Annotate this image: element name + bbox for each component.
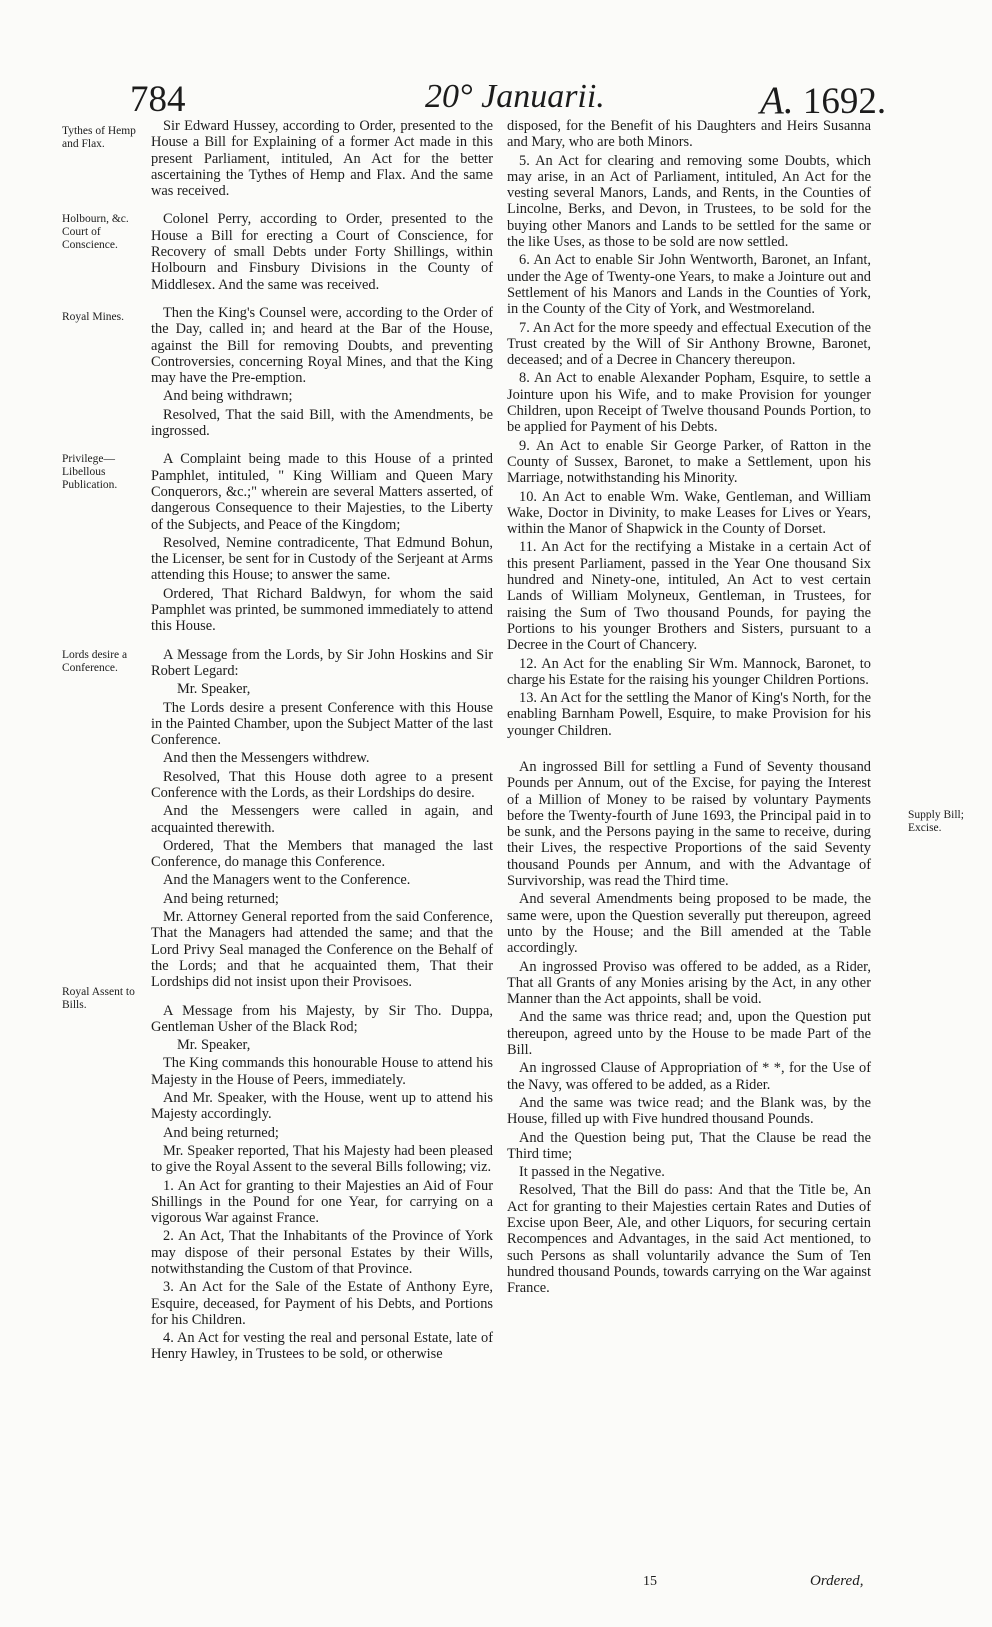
paragraph: And being returned;	[163, 890, 279, 907]
paragraph: The King commands this honourable House to attend his Majesty in the House of Peers, immediately.	[151, 1055, 493, 1088]
right-column	[507, 118, 871, 1298]
paragraph: A Complaint being made to this House of a printed Pamphlet, intituled, " King William and Queen Mary Conquerors, &c.;" wherein are several Matters asserted, of dangerous Consequence to their Majesties, to the Liberty of the Subjects, and Peace of the Kingdom;	[151, 451, 493, 533]
paragraph: And being returned;	[163, 1124, 279, 1141]
paragraph: Resolved, Nemine contradicente, That Edmund Bohun, the Licenser, be sent for in Custody of the Serjeant at Arms attending this House; to answer the same.	[151, 534, 493, 584]
paragraph: And the same was twice read; and the Blank was, by the House, filled up with Five hundred thousand Pounds.	[507, 1094, 871, 1128]
signature-mark: 15	[643, 1574, 657, 1589]
margin-note-tythes: Tythes of Hemp and Flax.	[62, 125, 136, 150]
paragraph: The Lords desire a present Conference with this House in the Painted Chamber, upon the Subject Matter of the last Conference.	[151, 699, 493, 749]
paragraph: Resolved, That the Bill do pass: And that the Title be, An Act for granting to their Majesties certain Rates and Duties of Excise upon Beer, Ale, and other Liquors, for securing certain Recompences and Advantages, in the said Act mentioned, to such Persons as shall voluntarily advance the Sum of Ten hundred thousand Pounds, towards carrying on the War against France.	[507, 1182, 871, 1297]
paragraph: Then the King's Counsel were, according to the Order of the Day, called in; and heard at the Bar of the House, against the Bill for removing Doubts, and preventing Controversies, concerning Royal Mines, and that the King may have the Pre-emption.	[151, 304, 493, 387]
margin-note-supply: Supply Bill; Excise.	[908, 809, 964, 834]
paragraph: 6. An Act to enable Sir John Wentworth, Baronet, an Infant, under the Age of Twenty-one Years, to make a Jointure out and Settlement of his Manors and Lands in the Counties of York, in the County of the City of York, and Westmoreland.	[507, 252, 871, 318]
margin-note-assent: Royal Assent to Bills.	[62, 986, 135, 1011]
page-date: 20° Januarii.	[425, 78, 605, 115]
paragraph: 1. An Act for granting to their Majesties an Aid of Four Shillings in the Pound for one Year, for carrying on a vigorous War against France.	[151, 1177, 493, 1227]
page-number: 784	[130, 79, 186, 120]
paragraph: disposed, for the Benefit of his Daughters and Heirs Susanna and Mary, who are both Minors.	[507, 118, 871, 151]
paragraph: 2. An Act, That the Inhabitants of the Province of York may dispose of their personal Estates by their Wills, notwithstanding the Custom of that Province.	[151, 1228, 493, 1277]
paragraph: An ingrossed Proviso was offered to be added, as a Rider, That all Grants of any Monies arising by the Act, in any other Manner than the Act appoints, shall be void.	[507, 958, 871, 1008]
paragraph: Ordered, That the Members that managed the last Conference, do manage this Conference.	[151, 837, 493, 871]
paragraph: 5. An Act for clearing and removing some Doubts, which may arise, in an Act of Parliament, intituled, An Act for the vesting several Manors, Lands, and Rents, in the Counties of Lincolne, Berks, and Devon, in Trustees, to be sold for the buying other Manors and Lands to be settled for the same or the like Uses, as those to be sold are now settled.	[507, 152, 871, 251]
catchword: Ordered,	[810, 1573, 864, 1589]
paragraph: And being withdrawn;	[163, 388, 293, 405]
paragraph: And the Question being put, That the Clause be read the Third time;	[507, 1129, 871, 1162]
margin-note-mines: Royal Mines.	[62, 311, 124, 323]
paragraph: 9. An Act to enable Sir George Parker, of Ratton in the County of Sussex, Baronet, to make a Settlement, upon his Marriage, notwithstanding his Minority.	[507, 437, 871, 487]
paragraph: And Mr. Speaker, with the House, went up to attend his Majesty accordingly.	[151, 1090, 493, 1123]
paragraph: Mr. Speaker reported, That his Majesty had been pleased to give the Royal Assent to the several Bills following; viz.	[151, 1142, 493, 1176]
paragraph: And the Managers went to the Conference.	[163, 872, 411, 889]
paragraph: Resolved, That the said Bill, with the Amendments, be ingrossed.	[151, 406, 493, 440]
paragraph: An ingrossed Bill for settling a Fund of Seventy thousand Pounds per Annum, out of the Excise, for paying the Interest of a Million of Money to be raised by voluntary Payments before the Twenty-fourth of June 1693, the Principal paid in to be sunk, and the Persons paying in the same to receive, during their Lives, the respective Proportions of the said Seventy thousand Pounds per Annum, and with the Advantage of Survivorship, was read the Third time.	[507, 758, 871, 890]
paragraph: Mr. Speaker,	[177, 1037, 251, 1054]
paragraph: It passed in the Negative.	[519, 1164, 665, 1181]
paragraph: And the Messengers were called in again, and acquainted therewith.	[151, 803, 493, 836]
year-prefix: A.	[760, 79, 794, 122]
paragraph: 12. An Act for the enabling Sir Wm. Mannock, Baronet, to charge his Estate for the raising his younger Children Portions.	[507, 655, 871, 688]
paragraph: 10. An Act to enable Wm. Wake, Gentleman, and William Wake, Doctor in Divinity, to make Leases for Lives or Years, within the Manor of Shapwick in the County of Dorset.	[507, 488, 871, 538]
paragraph: Mr. Speaker,	[177, 681, 251, 698]
paragraph: Ordered, That Richard Baldwyn, for whom the said Pamphlet was printed, be summoned immediately to attend this House.	[151, 585, 493, 635]
paragraph: 7. An Act for the more speedy and effectual Execution of the Trust created by the Will of Sir Anthony Browne, Baronet, deceased; and of a Decree in Chancery thereupon.	[507, 319, 871, 369]
paragraph: Mr. Attorney General reported from the said Conference, That the Managers had attended the same; and that the Lord Privy Seal managed the Conference on the Behalf of the Lords; and that he acquainted them, That their Lordships did not insist upon their Provisoes.	[151, 909, 493, 991]
paragraph: 13. An Act for the settling the Manor of King's North, for the enabling Barnham Powell, Esquire, to make Provision for his younger Children.	[507, 690, 871, 739]
paragraph: 11. An Act for the rectifying a Mistake in a certain Act of this present Parliament, passed in the Year One thousand Six hundred and Ninety-one, intituled, An Act to vest certain Lands of William Molyneux, Gentleman, in Trustees, for raising the Sum of Two thousand Pounds, for paying the Portions to his younger Brothers and Sisters, pursuant to a Decree in the Court of Chancery.	[507, 539, 871, 654]
margin-note-lords: Lords desire a Conference.	[62, 649, 128, 674]
paragraph: 4. An Act for vesting the real and personal Estate, late of Henry Hawley, in Trustees to be sold, or otherwise	[151, 1330, 493, 1363]
paragraph: An ingrossed Clause of Appropriation of * *, for the Use of the Navy, was offered to be added, as a Rider.	[507, 1060, 871, 1093]
margin-note-holbourn: Holbourn, &c. Court of Conscience.	[62, 213, 129, 251]
paragraph: And several Amendments being proposed to be made, the same were, upon the Question severally put thereupon, agreed unto by the House; and the Bill amended at the Table accordingly.	[507, 891, 871, 957]
year-value: 1692.	[802, 81, 887, 122]
margin-note-privilege: Privilege— Libellous Publication.	[62, 453, 118, 491]
paragraph: Colonel Perry, according to Order, presented to the House a Bill for erecting a Court of Conscience, for Recovery of small Debts under Forty Shillings, within Holbourn and Finsbury Divisions in the County of Middlesex. And the same was received.	[151, 211, 493, 293]
paragraph: Sir Edward Hussey, according to Order, presented to the House a Bill for Explaining of a former Act made in this present Parliament, intituled, An Act for the better ascertaining the Tythes of Hemp and Flax. And the same was received.	[151, 118, 493, 200]
paragraph: Resolved, That this House doth agree to a present Conference with the Lords, as their Lordships do desire.	[151, 768, 493, 801]
paragraph: A Message from the Lords, by Sir John Hoskins and Sir Robert Legard:	[151, 646, 493, 679]
paragraph: And then the Messengers withdrew.	[163, 750, 370, 767]
paragraph: 8. An Act to enable Alexander Popham, Esquire, to settle a Jointure upon his Wife, and to make Provision for younger Children, upon Receipt of Twelve thousand Pounds Portion, to be applied for Payment of his Debts.	[507, 370, 871, 436]
left-column	[151, 118, 493, 1365]
paragraph: 3. An Act for the Sale of the Estate of Anthony Eyre, Esquire, deceased, for Payment of his Debts, and Portions for his Children.	[151, 1279, 493, 1328]
paragraph: And the same was thrice read; and, upon the Question put thereupon, agreed unto by the House to be made Part of the Bill.	[507, 1009, 871, 1059]
paragraph: A Message from his Majesty, by Sir Tho. Duppa, Gentleman Usher of the Black Rod;	[151, 1002, 493, 1035]
page-year	[760, 78, 886, 123]
